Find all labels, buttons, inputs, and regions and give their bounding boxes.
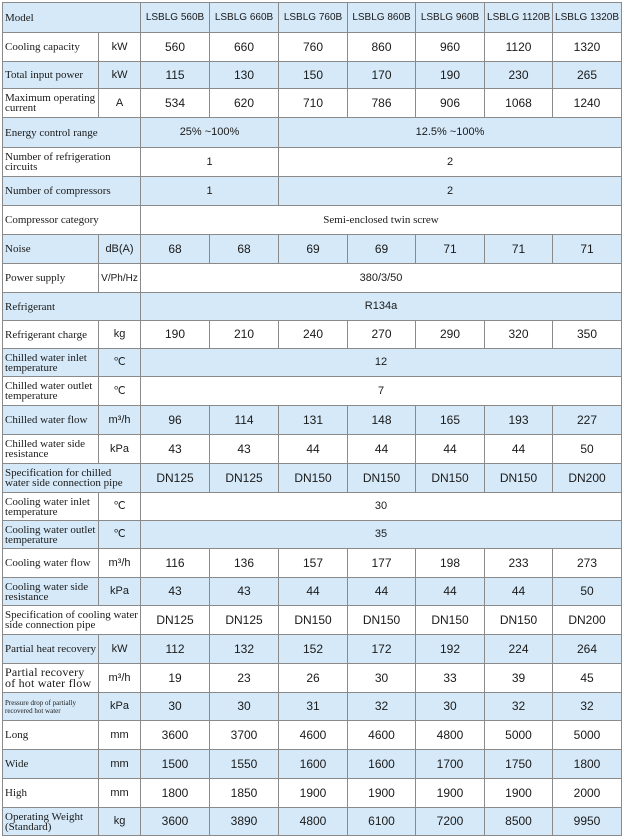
row-unit: kW	[99, 635, 141, 664]
row-label: Wide	[3, 750, 99, 779]
cell-value: 860	[348, 33, 416, 62]
cell-value: 290	[416, 321, 485, 349]
table-row	[3, 521, 622, 549]
cell-value: 1800	[141, 779, 210, 808]
cell-value: 264	[553, 635, 622, 664]
cell-value: 43	[141, 578, 210, 606]
cell-value: 50	[553, 578, 622, 606]
cell-value: 350	[553, 321, 622, 349]
row-label: Number of refrigeration circuits	[3, 148, 141, 177]
cell-value: 71	[416, 235, 485, 264]
cell-value: 177	[348, 549, 416, 578]
model-header: LSBLG 960B	[416, 3, 485, 33]
cell-value: 710	[279, 89, 348, 118]
cell-value: 44	[279, 578, 348, 606]
row-label: Cooling water flow	[3, 549, 99, 578]
row-unit: kW	[99, 33, 141, 62]
cell-value: 1500	[141, 750, 210, 779]
cell-value: 3700	[210, 721, 279, 750]
cell-value: 50	[553, 435, 622, 464]
row-label: Noise	[3, 235, 99, 264]
cell-value: 69	[348, 235, 416, 264]
table-row	[3, 549, 622, 578]
cell-value: 198	[416, 549, 485, 578]
table-row	[3, 148, 622, 177]
cell-value: 210	[210, 321, 279, 349]
table-row	[3, 721, 622, 750]
row-label: Energy control range	[3, 118, 141, 148]
cell-value: 114	[210, 406, 279, 435]
cell-value: 26	[279, 664, 348, 693]
cell-value: 1120	[485, 33, 553, 62]
cell-value: 69	[279, 235, 348, 264]
cell-value: 273	[553, 549, 622, 578]
table-row	[3, 235, 622, 264]
cell-value: 224	[485, 635, 553, 664]
row-label: Partial heat recovery	[3, 635, 99, 664]
table-row	[3, 808, 622, 836]
cell-value: 230	[485, 62, 553, 89]
cell-value: 4800	[416, 721, 485, 750]
row-unit: kPa	[99, 435, 141, 464]
cell-value: 30	[141, 693, 210, 721]
row-unit: m³/h	[99, 549, 141, 578]
cell-value: 2	[279, 148, 622, 177]
cell-value: 43	[210, 578, 279, 606]
row-label: Cooling capacity	[3, 33, 99, 62]
cell-value: 1	[141, 177, 279, 206]
row-label: Cooling water outlet temperature	[3, 521, 99, 549]
cell-value: 4600	[348, 721, 416, 750]
cell-value: 68	[141, 235, 210, 264]
cell-value: 233	[485, 549, 553, 578]
row-unit: kPa	[99, 693, 141, 721]
table-row	[3, 578, 622, 606]
cell-value: 192	[416, 635, 485, 664]
table-row	[3, 664, 622, 693]
cell-value: 130	[210, 62, 279, 89]
cell-value: 39	[485, 664, 553, 693]
cell-value: 32	[553, 693, 622, 721]
row-label: Chilled water inlet temperature	[3, 349, 99, 377]
cell-value: 31	[279, 693, 348, 721]
cell-value: 131	[279, 406, 348, 435]
cell-value: 270	[348, 321, 416, 349]
cell-value: 44	[279, 435, 348, 464]
table-row	[3, 177, 622, 206]
row-label: Number of compressors	[3, 177, 141, 206]
cell-value: 320	[485, 321, 553, 349]
cell-value: 1900	[416, 779, 485, 808]
row-unit: ℃	[99, 521, 141, 549]
row-label: Chilled water side resistance	[3, 435, 99, 464]
cell-value: 1750	[485, 750, 553, 779]
cell-value: 1700	[416, 750, 485, 779]
cell-value: 7200	[416, 808, 485, 836]
cell-value: 172	[348, 635, 416, 664]
row-label: High	[3, 779, 99, 808]
row-label: Partial recovery of hot water flow	[3, 664, 99, 693]
row-label: Pressure drop of partially recovered hot water	[3, 693, 99, 721]
cell-value: 190	[141, 321, 210, 349]
row-label: Total input power	[3, 62, 99, 89]
cell-value: 43	[210, 435, 279, 464]
cell-value: 1550	[210, 750, 279, 779]
spec-table	[2, 2, 622, 836]
table-row	[3, 435, 622, 464]
cell-value: DN150	[279, 606, 348, 635]
model-header: LSBLG 760B	[279, 3, 348, 33]
cell-value: 265	[553, 62, 622, 89]
row-label: Specification for chilled water side connection pipe	[3, 464, 141, 493]
row-unit: A	[99, 89, 141, 118]
row-unit: mm	[99, 750, 141, 779]
cell-value: 1850	[210, 779, 279, 808]
cell-value: 1900	[279, 779, 348, 808]
cell-value: 68	[210, 235, 279, 264]
cell-value: DN200	[553, 464, 622, 493]
cell-value: DN150	[348, 464, 416, 493]
cell-value: DN125	[210, 464, 279, 493]
cell-value: 1068	[485, 89, 553, 118]
cell-value: 1600	[279, 750, 348, 779]
cell-value: 12	[141, 349, 622, 377]
cell-value: DN150	[279, 464, 348, 493]
cell-value: 660	[210, 33, 279, 62]
cell-value: 32	[485, 693, 553, 721]
cell-value: 12.5% ~100%	[279, 118, 622, 148]
model-header: LSBLG 1320B	[553, 3, 622, 33]
table-row	[3, 635, 622, 664]
cell-value: 960	[416, 33, 485, 62]
cell-value: 132	[210, 635, 279, 664]
cell-value: 30	[210, 693, 279, 721]
row-label: Cooling water inlet temperature	[3, 493, 99, 521]
cell-value: 4600	[279, 721, 348, 750]
cell-value: 44	[416, 578, 485, 606]
cell-value: 4800	[279, 808, 348, 836]
cell-value: 71	[485, 235, 553, 264]
row-unit: ℃	[99, 349, 141, 377]
cell-value: DN150	[416, 606, 485, 635]
cell-value: 71	[553, 235, 622, 264]
cell-value: 152	[279, 635, 348, 664]
cell-value: DN150	[348, 606, 416, 635]
cell-value: 2000	[553, 779, 622, 808]
cell-value: 1240	[553, 89, 622, 118]
cell-value: 43	[141, 435, 210, 464]
cell-value: 3890	[210, 808, 279, 836]
cell-value: 240	[279, 321, 348, 349]
cell-value: 35	[141, 521, 622, 549]
model-header: LSBLG 1120B	[485, 3, 553, 33]
cell-value: 136	[210, 549, 279, 578]
row-label: Maximum operating current	[3, 89, 99, 118]
cell-value: 534	[141, 89, 210, 118]
row-unit: m³/h	[99, 664, 141, 693]
cell-value: 115	[141, 62, 210, 89]
cell-value: R134a	[141, 293, 622, 321]
table-row	[3, 750, 622, 779]
spec-sheet	[2, 2, 621, 836]
row-label: Refrigerant charge	[3, 321, 99, 349]
row-label: Power supply	[3, 264, 99, 293]
cell-value: 193	[485, 406, 553, 435]
cell-value: 44	[416, 435, 485, 464]
model-header: LSBLG 560B	[141, 3, 210, 33]
cell-value: 1	[141, 148, 279, 177]
table-row	[3, 321, 622, 349]
cell-value: 227	[553, 406, 622, 435]
row-unit: ℃	[99, 493, 141, 521]
table-row	[3, 693, 622, 721]
row-unit: V/Ph/Hz	[99, 264, 141, 293]
row-label: Refrigerant	[3, 293, 141, 321]
cell-value: 190	[416, 62, 485, 89]
table-row	[3, 62, 622, 89]
cell-value: 116	[141, 549, 210, 578]
cell-value: 1800	[553, 750, 622, 779]
cell-value: 8500	[485, 808, 553, 836]
row-unit: m³/h	[99, 406, 141, 435]
row-unit: kPa	[99, 578, 141, 606]
table-row	[3, 118, 622, 148]
model-header: LSBLG 860B	[348, 3, 416, 33]
cell-value: 44	[485, 578, 553, 606]
cell-value: 150	[279, 62, 348, 89]
cell-value: 620	[210, 89, 279, 118]
cell-value: 33	[416, 664, 485, 693]
cell-value: 1900	[485, 779, 553, 808]
row-unit: kW	[99, 62, 141, 89]
cell-value: 786	[348, 89, 416, 118]
cell-value: 170	[348, 62, 416, 89]
cell-value: Semi-enclosed twin screw	[141, 206, 622, 235]
table-row	[3, 293, 622, 321]
table-row	[3, 406, 622, 435]
table-row	[3, 33, 622, 62]
cell-value: 1320	[553, 33, 622, 62]
cell-value: 44	[485, 435, 553, 464]
row-unit: mm	[99, 721, 141, 750]
cell-value: DN150	[485, 606, 553, 635]
cell-value: 906	[416, 89, 485, 118]
row-label: Operating Weight (Standard)	[3, 808, 99, 836]
cell-value: 30	[141, 493, 622, 521]
cell-value: 3600	[141, 808, 210, 836]
cell-value: 5000	[485, 721, 553, 750]
cell-value: 112	[141, 635, 210, 664]
cell-value: 1900	[348, 779, 416, 808]
cell-value: 380/3/50	[141, 264, 622, 293]
cell-value: DN150	[485, 464, 553, 493]
table-row	[3, 89, 622, 118]
row-label: Compressor category	[3, 206, 141, 235]
cell-value: DN150	[416, 464, 485, 493]
table-row	[3, 377, 622, 406]
cell-value: 44	[348, 435, 416, 464]
cell-value: 96	[141, 406, 210, 435]
table-row	[3, 464, 622, 493]
row-label: Cooling water side resistance	[3, 578, 99, 606]
cell-value: 6100	[348, 808, 416, 836]
table-row	[3, 206, 622, 235]
cell-value: 157	[279, 549, 348, 578]
cell-value: 760	[279, 33, 348, 62]
header-row	[3, 3, 622, 33]
row-unit: ℃	[99, 377, 141, 406]
row-unit: dB(A)	[99, 235, 141, 264]
row-label: Chilled water flow	[3, 406, 99, 435]
table-row	[3, 493, 622, 521]
cell-value: 32	[348, 693, 416, 721]
row-label: Long	[3, 721, 99, 750]
cell-value: 9950	[553, 808, 622, 836]
table-row	[3, 264, 622, 293]
cell-value: 560	[141, 33, 210, 62]
cell-value: 3600	[141, 721, 210, 750]
cell-value: 19	[141, 664, 210, 693]
cell-value: 23	[210, 664, 279, 693]
cell-value: 44	[348, 578, 416, 606]
row-unit: kg	[99, 321, 141, 349]
cell-value: 148	[348, 406, 416, 435]
cell-value: 2	[279, 177, 622, 206]
cell-value: DN125	[141, 464, 210, 493]
cell-value: 165	[416, 406, 485, 435]
cell-value: 30	[416, 693, 485, 721]
cell-value: DN200	[553, 606, 622, 635]
cell-value: DN125	[141, 606, 210, 635]
row-label: Specification of cooling water side connection pipe	[3, 606, 141, 635]
cell-value: 1600	[348, 750, 416, 779]
table-row	[3, 779, 622, 808]
row-label: Chilled water outlet temperature	[3, 377, 99, 406]
cell-value: 45	[553, 664, 622, 693]
cell-value: 7	[141, 377, 622, 406]
cell-value: DN125	[210, 606, 279, 635]
row-unit: mm	[99, 779, 141, 808]
model-header: LSBLG 660B	[210, 3, 279, 33]
model-header-label: Model	[3, 3, 141, 33]
cell-value: 5000	[553, 721, 622, 750]
row-unit: kg	[99, 808, 141, 836]
table-row	[3, 349, 622, 377]
cell-value: 30	[348, 664, 416, 693]
cell-value: 25% ~100%	[141, 118, 279, 148]
table-row	[3, 606, 622, 635]
